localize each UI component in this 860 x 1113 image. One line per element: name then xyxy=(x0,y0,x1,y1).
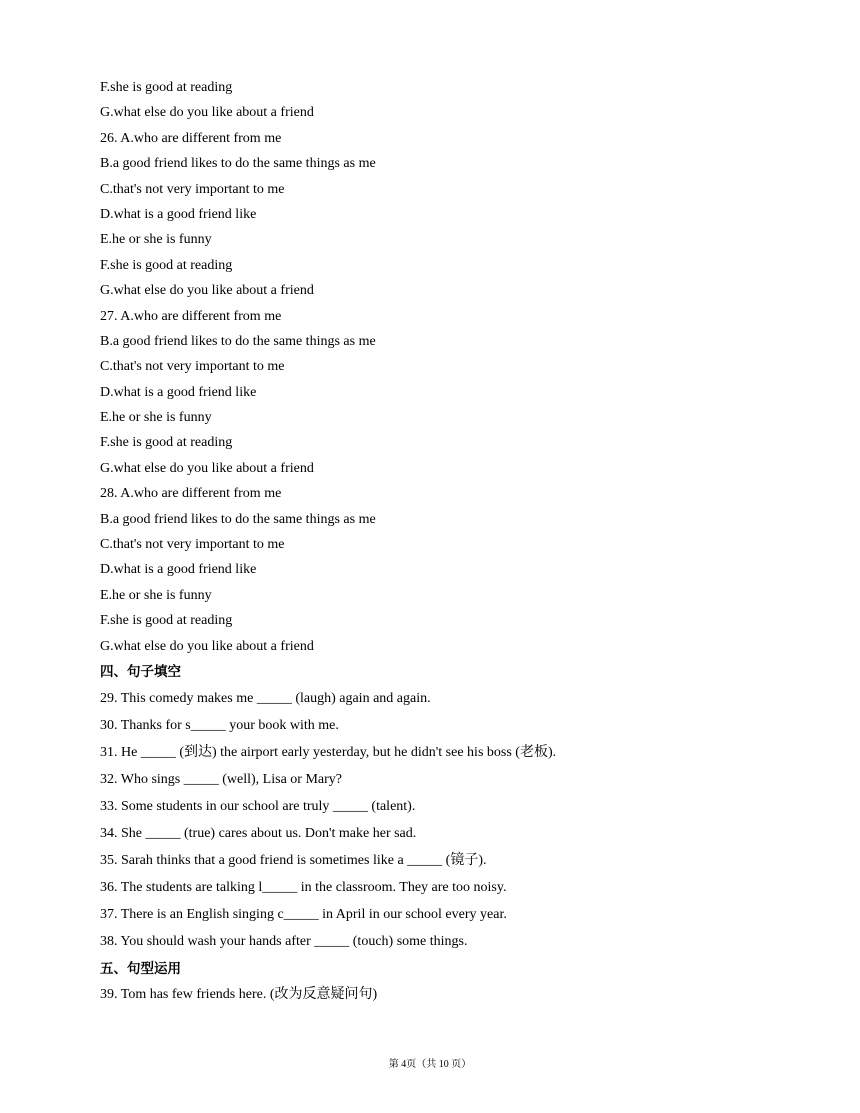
question-32: 32. Who sings _____ (well), Lisa or Mary? xyxy=(100,771,342,787)
option-line: D.what is a good friend like xyxy=(100,384,257,400)
question-31: 31. He _____ (到达) the airport early yesterday, but he didn't see his boss (老板). xyxy=(100,744,557,760)
option-line: D.what is a good friend like xyxy=(100,562,257,578)
option-line: C.that's not very important to me xyxy=(100,537,285,553)
option-line: G.what else do you like about a friend xyxy=(100,460,314,476)
option-line: F.she is good at reading xyxy=(100,80,233,95)
question-26-option-a: 26. A.who are different from me xyxy=(100,130,282,146)
question-38: 38. You should wash your hands after _____ (touch) some things. xyxy=(100,933,468,949)
option-line: E.he or she is funny xyxy=(100,232,212,248)
page-number-footer: 第 4页（共 10 页） xyxy=(388,1059,472,1070)
option-line: F.she is good at reading xyxy=(100,257,233,273)
fill-in-questions xyxy=(100,689,780,952)
question-39: 39. Tom has few friends here. (改为反意疑问句) xyxy=(100,987,378,1003)
question-33: 33. Some students in our school are truly _____ (talent). xyxy=(100,798,416,814)
question-27-option-a: 27. A.who are different from me xyxy=(100,308,282,324)
question-35: 35. Sarah thinks that a good friend is sometimes like a _____ (镜子). xyxy=(100,852,487,868)
options-block xyxy=(100,78,780,657)
option-line: G.what else do you like about a friend xyxy=(100,283,314,299)
option-line: E.he or she is funny xyxy=(100,410,212,426)
sentence-pattern-questions xyxy=(100,985,780,1005)
option-line: C.that's not very important to me xyxy=(100,181,285,197)
option-line: G.what else do you like about a friend xyxy=(100,638,314,654)
section-heading-fill-in-sentences: 四、句子填空 xyxy=(100,663,181,680)
option-line: B.a good friend likes to do the same things as me xyxy=(100,156,376,172)
question-37: 37. There is an English singing c_____ in April in our school every year. xyxy=(100,906,507,922)
question-28-option-a: 28. A.who are different from me xyxy=(100,486,282,502)
page-content xyxy=(100,78,780,1012)
question-34: 34. She _____ (true) cares about us. Don't make her sad. xyxy=(100,825,417,841)
option-line: G.what else do you like about a friend xyxy=(100,105,314,121)
option-line: F.she is good at reading xyxy=(100,435,233,451)
option-line: B.a good friend likes to do the same things as me xyxy=(100,511,376,527)
question-36: 36. The students are talking l_____ in the classroom. They are too noisy. xyxy=(100,879,507,895)
section-heading-sentence-patterns: 五、句型运用 xyxy=(100,960,181,977)
option-line: D.what is a good friend like xyxy=(100,206,257,222)
option-line: C.that's not very important to me xyxy=(100,359,285,375)
question-30: 30. Thanks for s_____ your book with me. xyxy=(100,717,339,733)
option-line: E.he or she is funny xyxy=(100,587,212,603)
question-29: 29. This comedy makes me _____ (laugh) again and again. xyxy=(100,690,431,706)
option-line: B.a good friend likes to do the same things as me xyxy=(100,333,376,349)
option-line: F.she is good at reading xyxy=(100,613,233,629)
